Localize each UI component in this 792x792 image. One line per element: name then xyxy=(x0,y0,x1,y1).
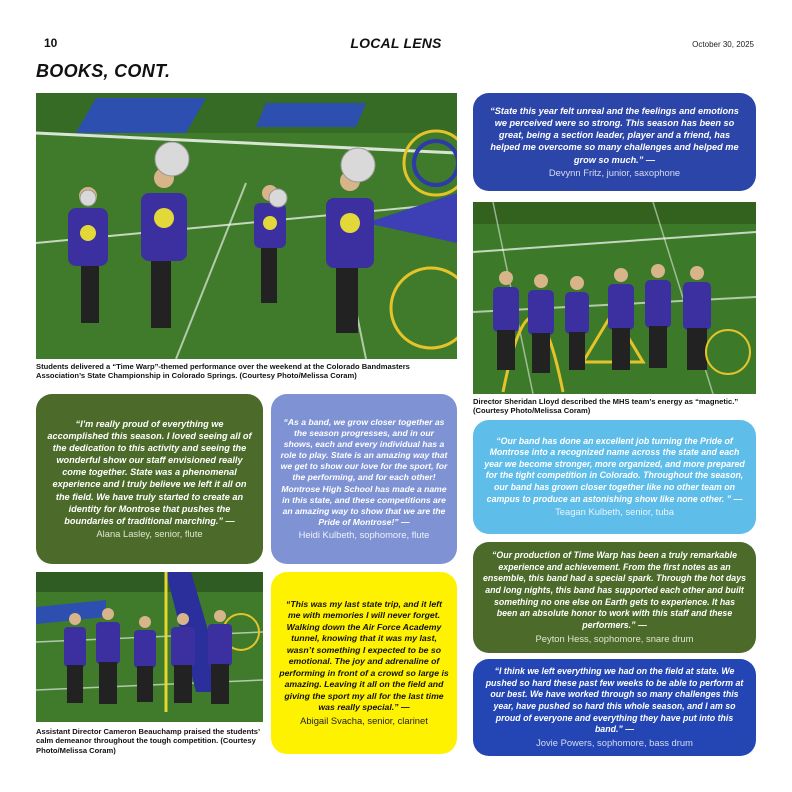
main-band-photo xyxy=(36,93,457,359)
quote-attribution: Abigail Svacha, senior, clarinet xyxy=(300,714,428,726)
quote-teagan-kulbeth xyxy=(473,420,756,534)
quote-text: “Our production of Time Warp has been a truly remarkable experience and achievement. From the first notes as an ensemble, this band had a special spark. Through the hot days and long nights, this band has supported each other and built something no one else on Earth gets to experience. It has been an absolute honor to work with this staff and these performers.” — xyxy=(483,550,746,630)
quote-attribution: Devynn Fritz, junior, saxophone xyxy=(548,166,681,178)
assistant-director-photo xyxy=(36,572,263,722)
quote-attribution: Peyton Hess, sophomore, snare drum xyxy=(535,632,694,644)
quote-text: “Our band has done an excellent job turning the Pride of Montrose into a recognized name across the state and each year we become stronger, more organized, and more prepared for the tight competition in Colorado. Throughout the season, our band has grown closer together like no other team on campus to produce an astonishing show like none other. ” — xyxy=(484,435,745,504)
quote-abigail-svacha xyxy=(271,572,457,754)
section-title: LOCAL LENS xyxy=(350,35,442,51)
quote-attribution: Heidi Kulbeth, sophomore, flute xyxy=(298,529,430,541)
quote-text: “This was my last state trip, and it left me with memories I will never forget. Walking down the Air Force Academy tunnel, knowing that it was my last, wasn’t something I expected to be so emotional. The joy and adrenaline of performing in front of a crowd so large is amazing. Leaving it all on the field and giving the sport my all for the last time was really special.” — xyxy=(279,598,449,713)
quote-heidi-kulbeth xyxy=(271,394,457,564)
director-photo-caption: Director Sheridan Lloyd described the MHS team’s energy as “magnetic.” (Courtesy Photo/Melissa Coram) xyxy=(473,397,739,416)
quote-devynn-fritz xyxy=(473,93,756,191)
quote-text: “State this year felt unreal and the feelings and emotions we perceived were so strong. This season has been so great, being a section leader, player and a friend, has helped me overcome so many challenges and helped me grow so much.” — xyxy=(490,106,739,165)
quote-text: “I’m really proud of everything we accomplished this season. I loved seeing all of the dedication to this activity and seeing the wonderful show our staff envisioned really come together. State was a phenomenal experience and I truly believe we left it all on the field. We have truly started to create an identity for Montrose that pushes the boundaries of traditional marching.” — xyxy=(47,418,252,526)
assistant-photo-caption: Assistant Director Cameron Beauchamp praised the students’ calm demeanor throughout the tough competition. (Courtesy Photo/Melissa Coram) xyxy=(36,727,260,755)
quote-attribution: Alana Lasley, senior, flute xyxy=(96,528,203,540)
main-photo-caption: Students delivered a “Time Warp”-themed performance over the weekend at the Colorado Bandmasters Association’s State Championship in Colorado Springs. (Courtesy Photo/Melissa Coram) xyxy=(36,362,410,381)
page-headline: BOOKS, CONT. xyxy=(36,61,171,81)
quote-jovie-powers xyxy=(473,659,756,756)
quote-text: “I think we left everything we had on the field at state. We pushed so hard these past few weeks to be able to perform at our best. We have worked through so many challenges this year, have pushed so hard this whole season, and I am so proud of everyone and everything they have put into this band.” — xyxy=(485,666,744,735)
quote-attribution: Jovie Powers, sophomore, bass drum xyxy=(536,736,693,748)
page-number: 10 xyxy=(44,36,58,50)
quote-attribution: Teagan Kulbeth, senior, tuba xyxy=(555,506,674,518)
quote-alana-lasley xyxy=(36,394,263,564)
issue-date: October 30, 2025 xyxy=(692,40,754,49)
quote-peyton-hess xyxy=(473,542,756,653)
quote-text: “As a band, we grow closer together as the season progresses, and in our shows, each and every individual has a role to play. State is an amazing way that we get to show our love for the sport, for the performing, and for each other! Montrose High School has made a name in this state, and these competitions are an amazing way to show that we are the Pride of Montrose!” — xyxy=(280,416,448,528)
director-group-photo xyxy=(473,202,756,394)
